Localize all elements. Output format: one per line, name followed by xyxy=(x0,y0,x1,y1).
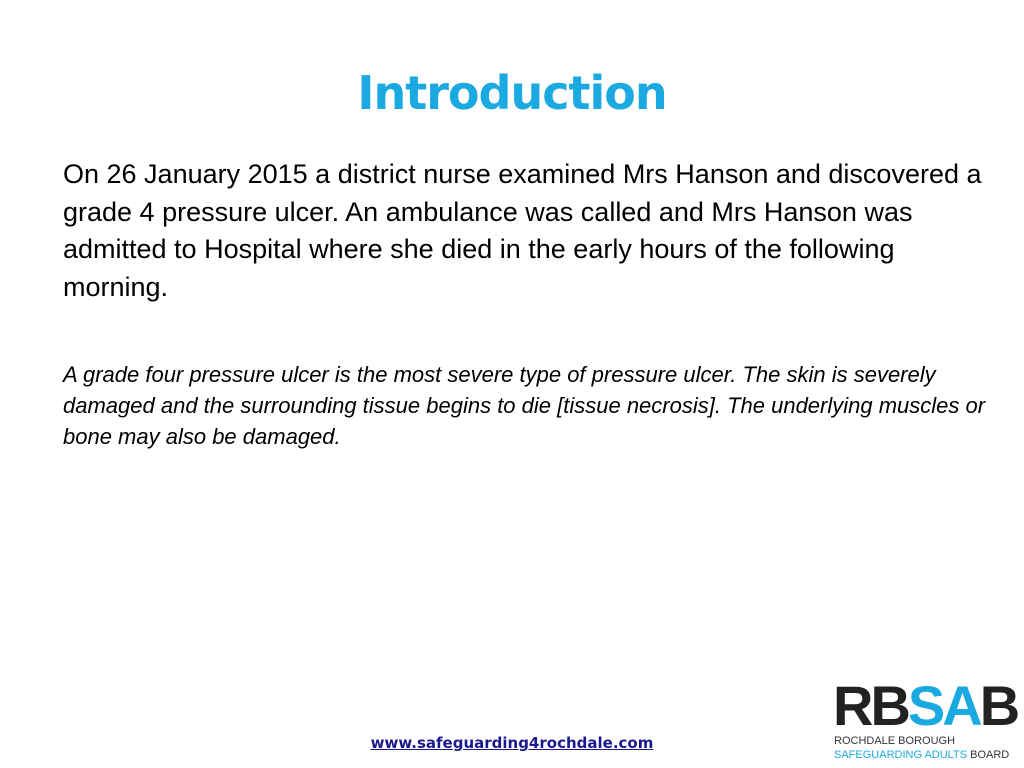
footer-website-link[interactable]: www.safeguarding4rochdale.com xyxy=(370,734,654,752)
logo-line-2 xyxy=(834,749,1009,761)
logo-mark-sa: SA xyxy=(907,674,980,737)
slide-title: Introduction xyxy=(357,66,667,120)
logo-mark-b: B xyxy=(979,674,1018,737)
logo-line-1: ROCHDALE BOROUGH xyxy=(834,735,956,747)
logo-line-2-dark: BOARD xyxy=(970,749,1010,761)
logo-line-2-blue: SAFEGUARDING ADULTS xyxy=(834,749,968,761)
slide-note-text: A grade four pressure ulcer is the most severe type of pressure ulcer. The skin is severely damaged and the surrounding tissue begins to die [tissue necrosis]. The underlying muscles or bone may also be damaged. xyxy=(63,362,986,449)
slide-body-text: On 26 January 2015 a district nurse examined Mrs Hanson and discovered a grade 4 pressure ulcer. An ambulance was called and Mrs Hanson was admitted to Hospital where she died in the early hours of the following morning. xyxy=(63,159,982,302)
logo-mark-rb: RB xyxy=(833,674,908,737)
rbsab-logo xyxy=(833,674,1018,762)
logo-mark xyxy=(833,674,1018,737)
